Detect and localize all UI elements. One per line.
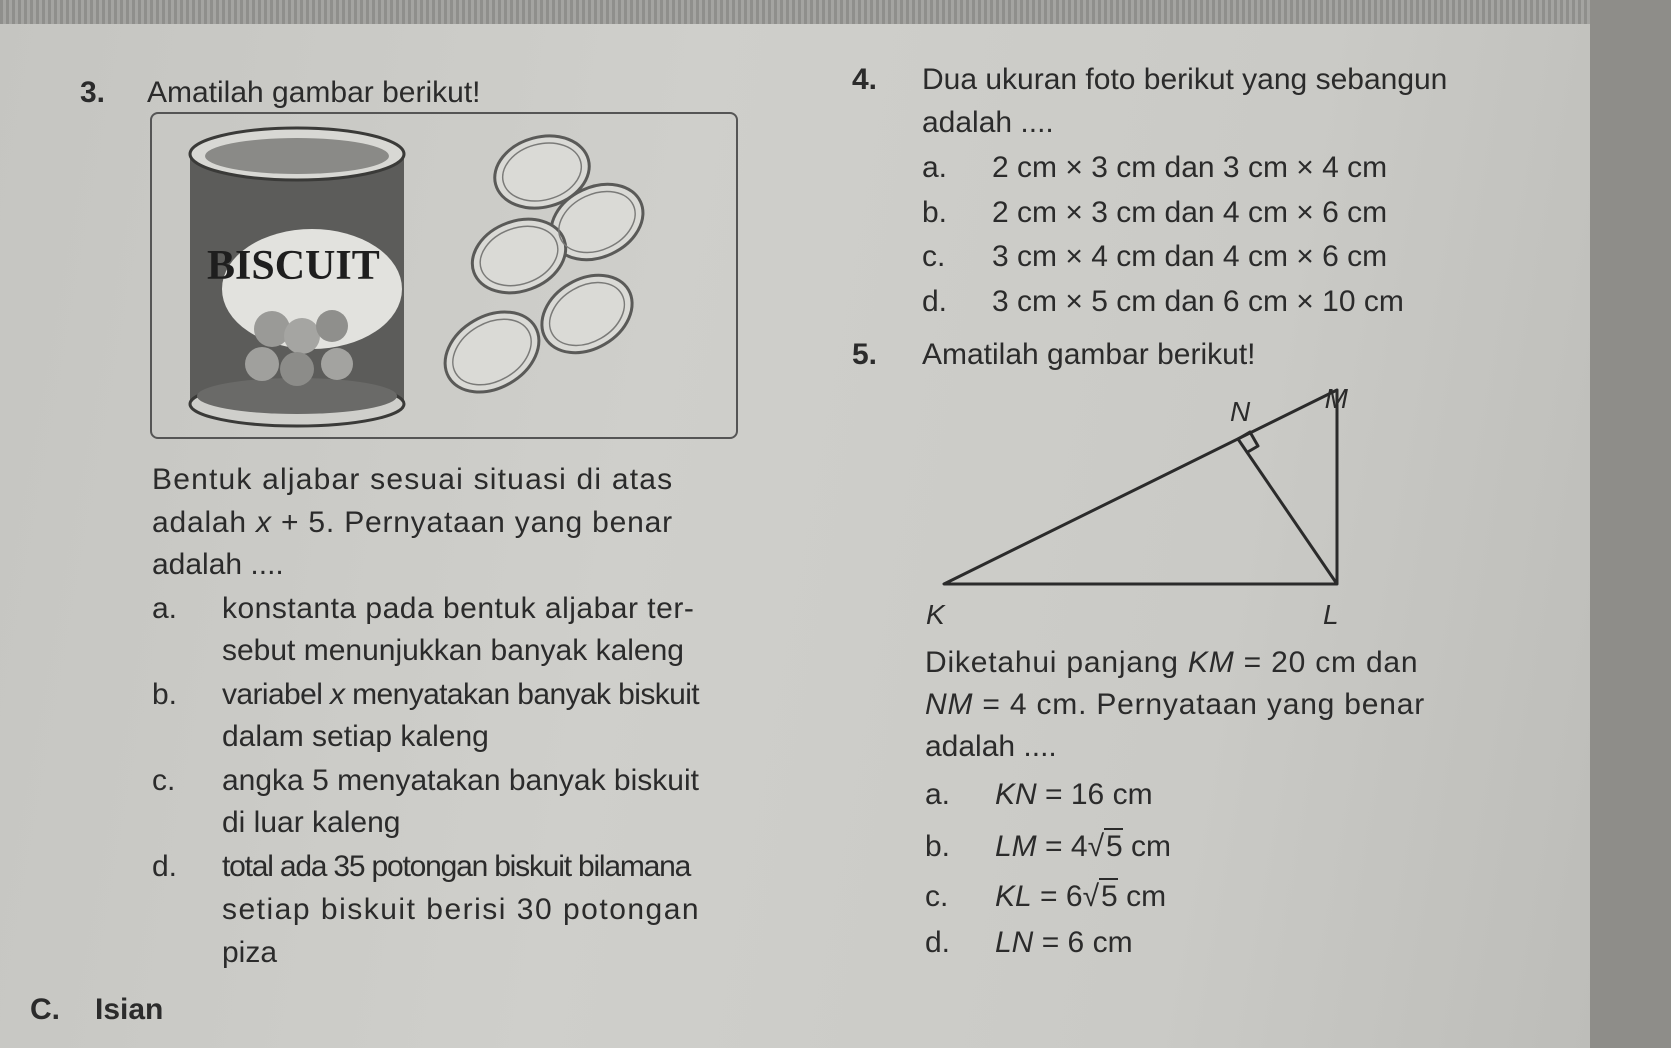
q3-option-b-letter: b. [152, 678, 178, 711]
sqrt-sign-icon: √ [1082, 880, 1100, 913]
vertex-label-n: N [1230, 396, 1251, 427]
q4-option-b-letter: b. [922, 196, 948, 229]
q3-option-b-line2: dalam setiap kaleng [222, 720, 489, 753]
q5-option-b-text: LM = 4√5 cm [995, 830, 1172, 863]
q5-given-line1: Diketahui panjang KM = 20 cm dan [925, 646, 1419, 679]
q4-option-d-text: 3 cm × 5 cm dan 6 cm × 10 cm [992, 285, 1404, 318]
q4-option-b-text: 2 cm × 3 cm dan 4 cm × 6 cm [992, 196, 1388, 229]
q3-stem-line3: adalah .... [152, 548, 284, 581]
q3-stem-line2: adalah x + 5. Pernyataan yang benar [152, 506, 673, 539]
q3-number: 3. [80, 76, 106, 109]
q3-option-c-line1: angka 5 menyatakan banyak biskuit [222, 764, 699, 797]
q5-title: Amatilah gambar berikut! [922, 338, 1256, 371]
q4-number: 4. [852, 63, 878, 96]
q5-given-line2: NM = 4 cm. Pernyataan yang benar [925, 688, 1426, 721]
q3-option-c-line2: di luar kaleng [222, 806, 401, 839]
page-right-edge [1590, 0, 1671, 1048]
can-label: BISCUIT [207, 243, 380, 289]
q3-option-d-line3: piza [222, 936, 278, 969]
biscuit-tin-and-biscuits-icon [152, 114, 736, 437]
q4-option-d-letter: d. [922, 285, 948, 318]
section-title: Isian [95, 993, 164, 1026]
q3-option-a-letter: a. [152, 592, 178, 625]
q3-option-b-line1: variabel x menyatakan banyak biskuit [222, 678, 700, 711]
q3-option-d-letter: d. [152, 850, 178, 883]
q5-option-b-letter: b. [925, 830, 951, 863]
q5-option-a-letter: a. [925, 778, 951, 811]
q5-option-d-letter: d. [925, 926, 951, 959]
q5-option-c-letter: c. [925, 880, 949, 913]
section-letter: C. [30, 993, 60, 1026]
q5-option-a-text: KN = 16 cm [995, 778, 1153, 811]
sqrt-sign-icon: √ [1087, 830, 1105, 863]
biscuit-illustration [150, 112, 738, 439]
q3-option-a-line1: konstanta pada bentuk aljabar ter- [222, 592, 695, 625]
vertex-label-l: L [1323, 599, 1339, 630]
q5-option-c-text: KL = 6√5 cm [995, 880, 1167, 913]
q4-option-a-letter: a. [922, 151, 948, 184]
q4-line2: adalah .... [922, 106, 1054, 139]
vertex-label-m: M [1324, 383, 1348, 414]
q3-option-d-line1: total ada 35 potongan biskuit bilamana [222, 850, 691, 883]
q5-number: 5. [852, 338, 878, 371]
q4-option-a-text: 2 cm × 3 cm dan 3 cm × 4 cm [992, 151, 1388, 184]
q3-option-a-line2: sebut menunjukkan banyak kaleng [222, 634, 684, 667]
q3-option-d-line2: setiap biskuit berisi 30 potongan [222, 893, 701, 926]
q3-option-c-letter: c. [152, 764, 176, 797]
right-triangle-diagram [900, 378, 1348, 638]
q4-option-c-letter: c. [922, 240, 946, 273]
q4-line1: Dua ukuran foto berikut yang sebangun [922, 63, 1448, 96]
q5-given-line3: adalah .... [925, 730, 1057, 763]
q5-option-d-text: LN = 6 cm [995, 926, 1133, 959]
q3-title: Amatilah gambar berikut! [147, 76, 481, 109]
vertex-label-k: K [926, 599, 945, 630]
top-edge-band [0, 0, 1590, 24]
q3-stem-line1: Bentuk aljabar sesuai situasi di atas [152, 463, 674, 496]
q4-option-c-text: 3 cm × 4 cm dan 4 cm × 6 cm [992, 240, 1388, 273]
